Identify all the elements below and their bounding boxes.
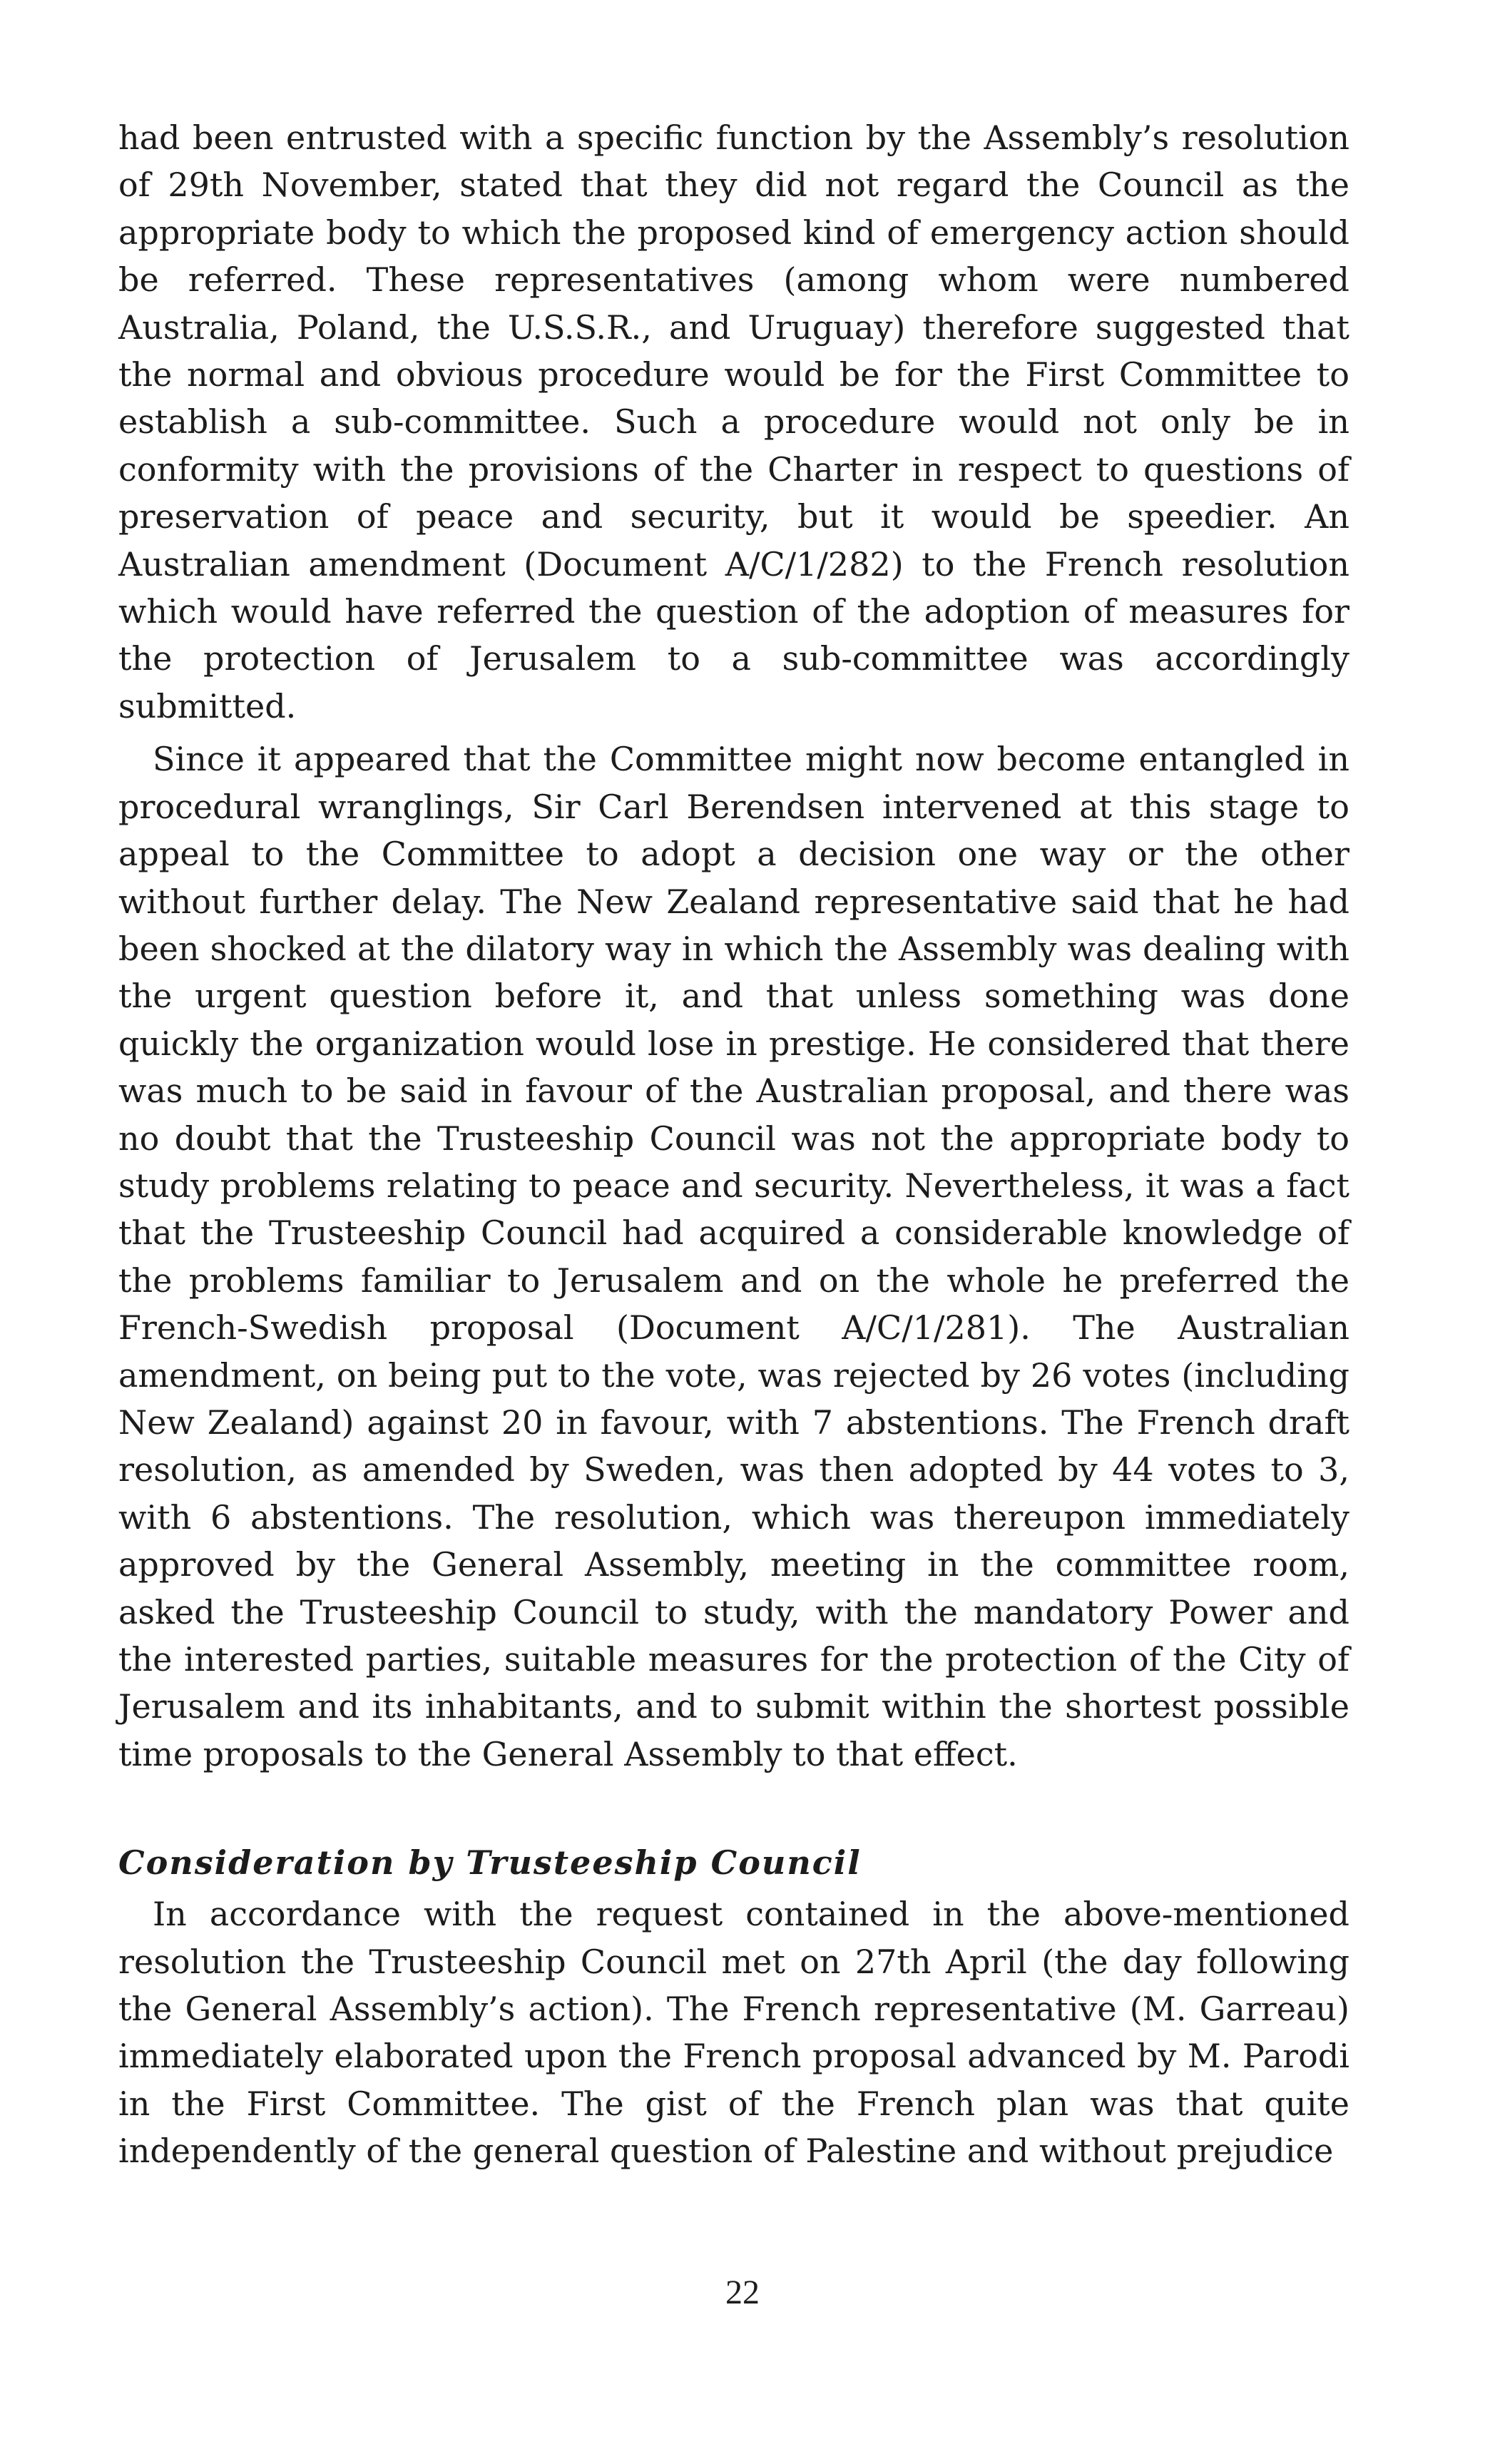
paragraph-gap [118,730,1349,735]
paragraph-trusteeship-council: In accordance with the request contained in the above-mentioned resolution the Trusteeship Council met on 27th April (the day following the General Assembly’s action). The French representative (M. Garreau) immediately elaborated upon the French proposal advanced by M. Parodi in the First Committee. The gist of the French plan was that quite independently of the general question of Palestine and without prejudice [118,1895,1349,2171]
section-heading: Consideration by Trusteeship Council [118,1843,862,1883]
page-number: 22 [725,2274,760,2311]
paragraph-berendsen-intervention: Since it appeared that the Committee might now become entangled in procedural wranglings, Sir Carl Berendsen intervened at this stage to appeal to the Committee to adopt a decision one way or the other without further delay. The New Zealand representative said that he had been shocked at the dilatory way in which the Assembly was dealing with the urgent question before it, and that unless something was done quickly the organization would lose in prestige. He considered that there was much to be said in favour of the Australian proposal, and there was no doubt that the Trusteeship Council was not the appropriate body to study problems relating to peace and security. Nevertheless, it was a fact that the Trusteeship Council had acquired a considerable knowledge of the problems familiar to Jerusalem and on the whole he preferred the French-Swedish proposal (Document A/C/1/281). The Australian amendment, on being put to the vote, was rejected by 26 votes (including New Zealand) against 20 in favour, with 7 abstentions. The French draft resolution, as amended by Sweden, was then adopted by 44 votes to 3, with 6 abstentions. The resolution, which was thereupon immediately approved by the General Assembly, meeting in the committee room, asked the Trusteeship Council to study, with the mandatory Power and the interested parties, suitable measures for the protection of the City of Jerusalem and its inhabitants, and to submit within the shortest possible time proposals to the General Assembly to that effect. [118,740,1349,1773]
paragraph-continuation: had been entrusted with a specific function by the Assembly’s resolution of 29th November, stated that they did not regard the Council as the appropriate body to which the proposed kind of emergency action should be referred. These representatives (among whom were numbered Australia, Poland, the U.S.S.R., and Uruguay) therefore suggested that the normal and obvious procedure would be for the First Committee to establish a sub-committee. Such a procedure would not only be in conformity with the provisions of the Charter in respect to questions of preservation of peace and security, but it would be speedier. An Australian amendment (Document A/C/1/282) to the French resolution which would have referred the question of the adoption of measures for the protection of Jerusalem to a sub-committee was accordingly submitted. [118,118,1349,726]
page-body [118,114,1349,2175]
